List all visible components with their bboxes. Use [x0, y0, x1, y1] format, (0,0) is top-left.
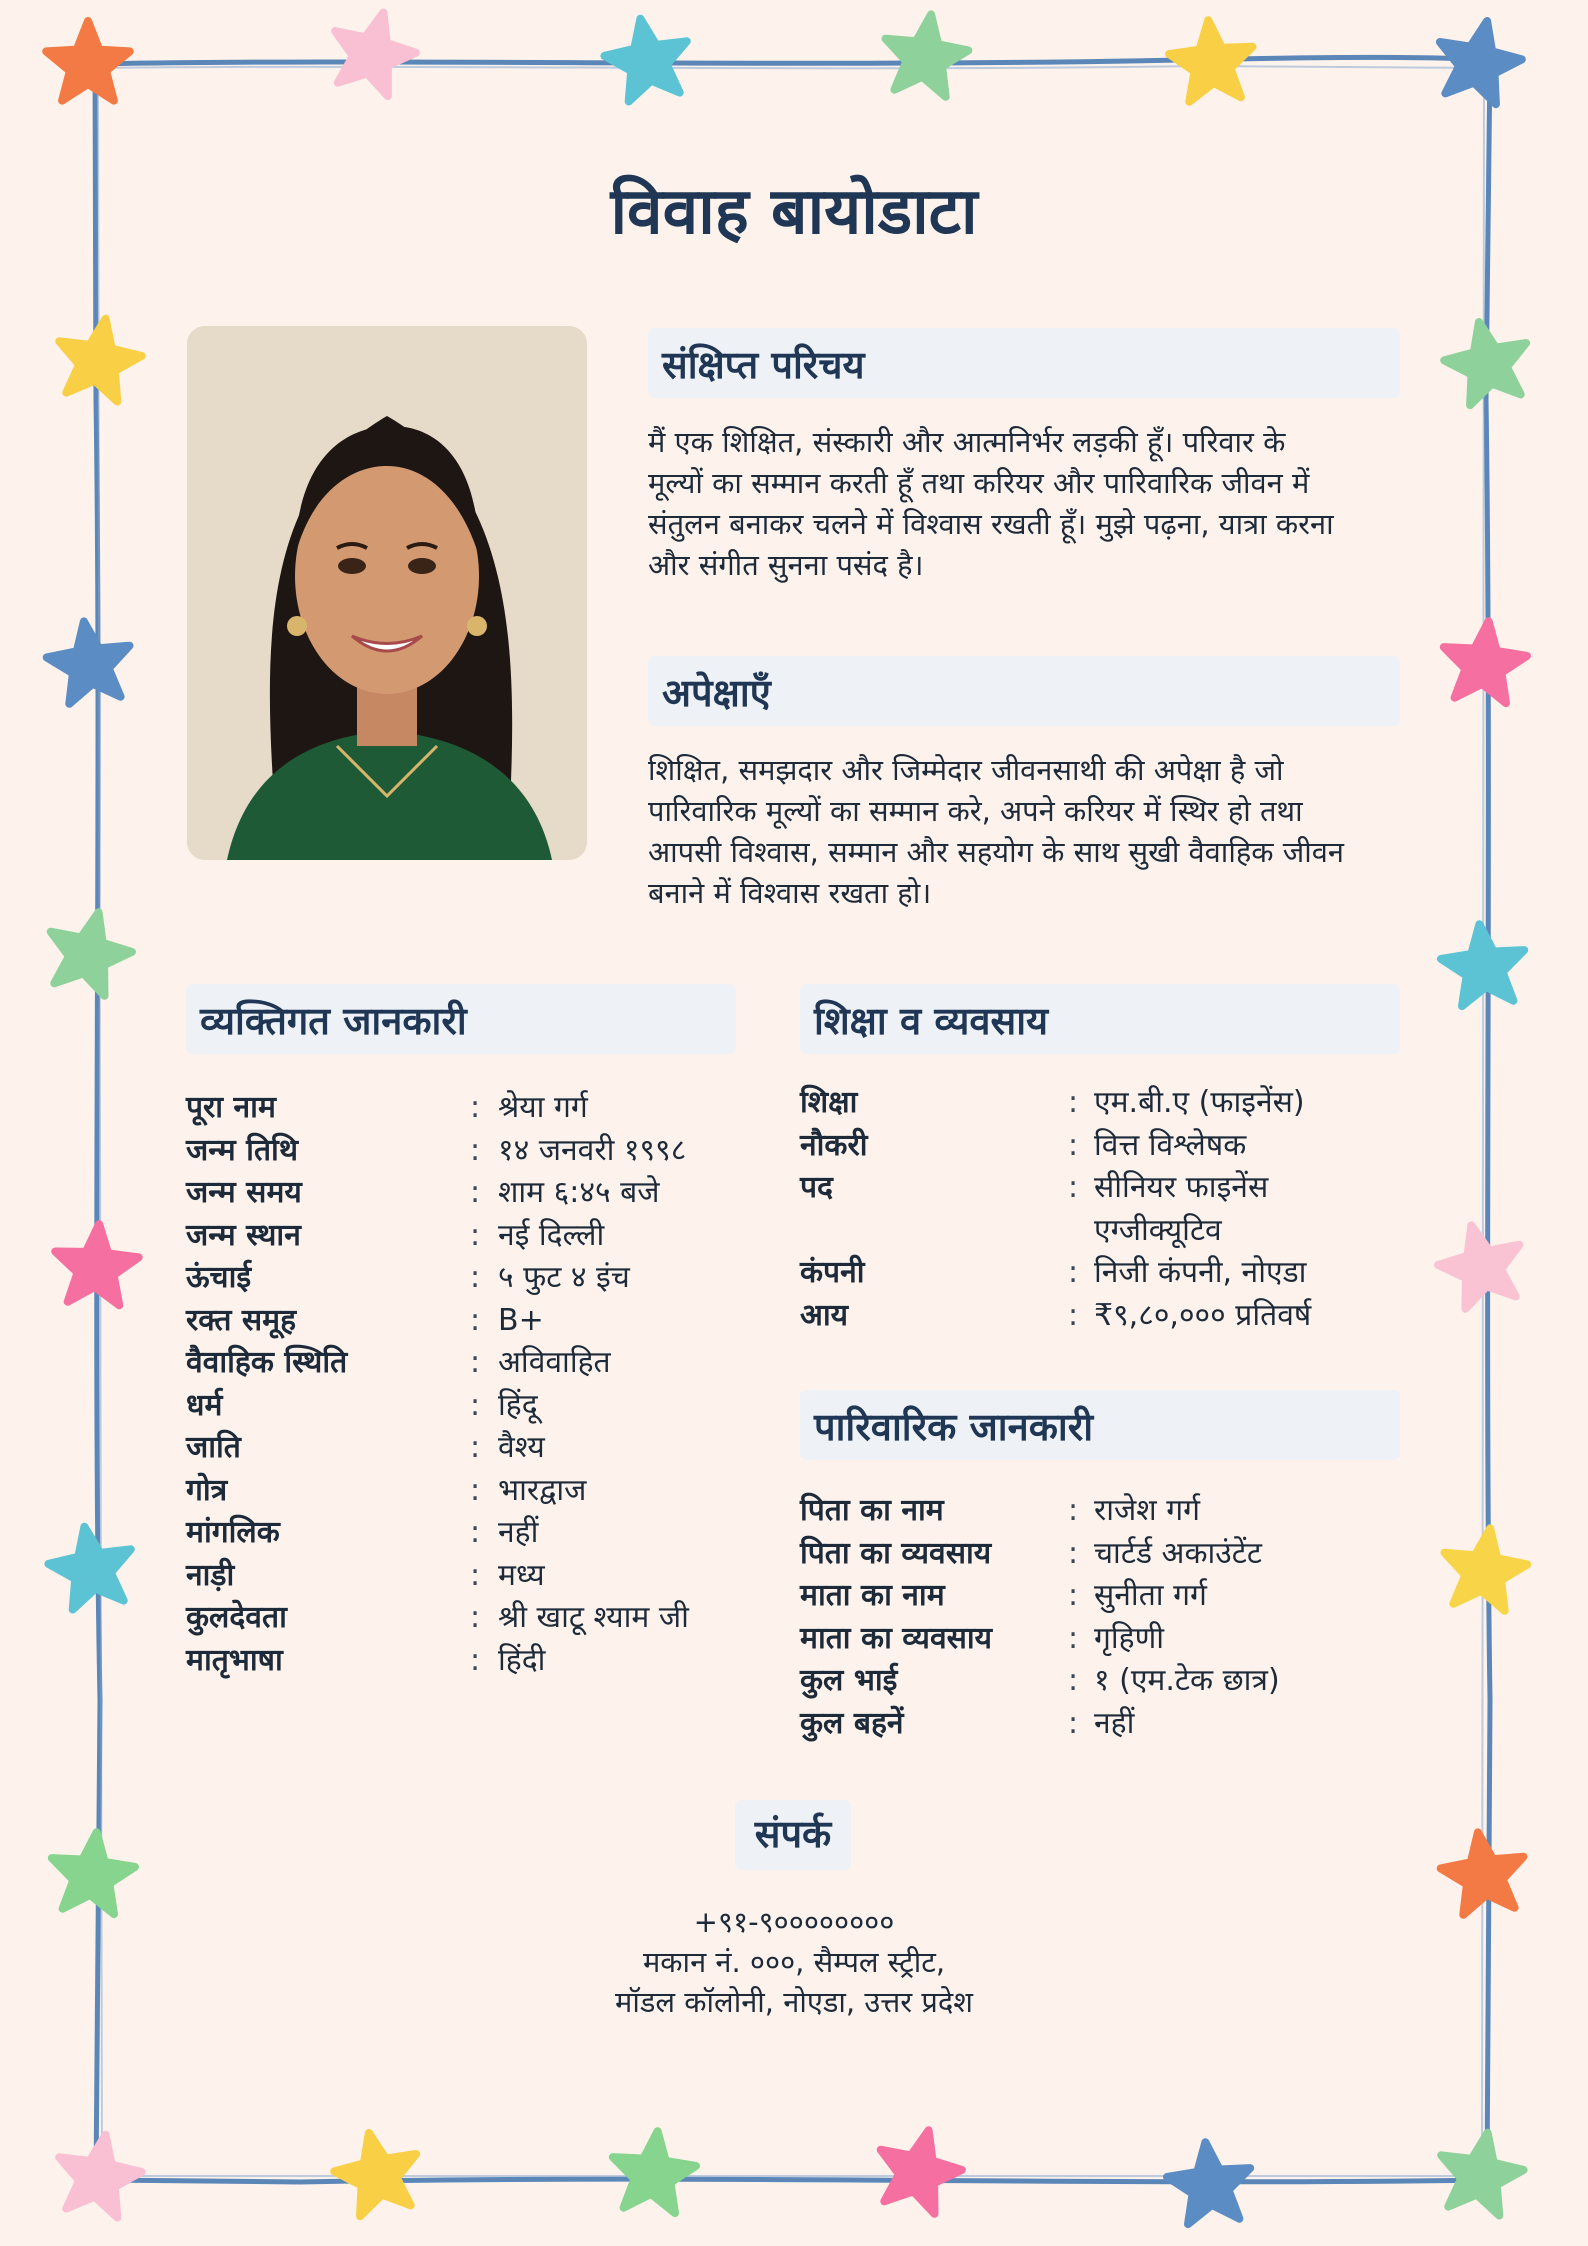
contact-address-line-1: मकान नं. ०००, सैम्पल स्ट्रीट, [642, 1945, 946, 1979]
personal-separator: : [470, 1472, 481, 1508]
education-value-text: निजी कंपनी, नोएडा [1094, 1255, 1307, 1290]
personal-separator: : [470, 1430, 481, 1465]
personal-label: गोत्र [186, 1472, 228, 1508]
personal-separator: : [470, 1090, 481, 1125]
education-label: पद [800, 1170, 833, 1205]
family-separator: : [1068, 1663, 1079, 1698]
personal-separator: : [470, 1387, 481, 1423]
personal-row [186, 1640, 798, 1683]
intro-line: मैं एक शिक्षित, संस्कारी और आत्मनिर्भर लड़की हूँ। परिवार के [648, 425, 1286, 459]
contact-phone: +९१-९०००००००० [693, 1905, 895, 1939]
personal-separator: : [470, 1515, 481, 1550]
education-value [1094, 1167, 1394, 1252]
personal-value-text: वैश्य [498, 1430, 545, 1465]
family-value [1094, 1575, 1394, 1618]
personal-heading: व्यक्तिगत जानकारी [186, 984, 736, 1054]
education-row [800, 1167, 1394, 1252]
family-separator: : [1068, 1493, 1079, 1528]
family-row [800, 1660, 1394, 1703]
star-decoration-icon [1438, 1225, 1519, 1309]
star-decoration-icon [1441, 2133, 1523, 2216]
family-label: कुल भाई [800, 1663, 898, 1698]
education-label: आय [800, 1297, 849, 1333]
family-value [1094, 1490, 1394, 1533]
personal-value-text: हिंदू [498, 1387, 538, 1423]
family-heading: पारिवारिक जानकारी [800, 1390, 1400, 1460]
family-separator: : [1068, 1535, 1079, 1571]
expectations-line: आपसी विश्वास, सम्मान और सहयोग के साथ सुखी वैवाहिक जीवन [648, 835, 1344, 869]
star-decoration-icon [48, 1527, 130, 1610]
personal-value-text: श्रेया गर्ग [498, 1090, 588, 1125]
education-row [800, 1082, 1394, 1125]
education-separator: : [1068, 1297, 1079, 1333]
star-decoration-icon [1445, 1528, 1528, 1610]
personal-table [186, 1087, 798, 1682]
personal-row [186, 1427, 798, 1470]
personal-value-text: शाम ६:४५ बजे [498, 1175, 660, 1210]
education-separator: : [1068, 1085, 1079, 1120]
personal-row [186, 1172, 798, 1215]
star-decoration-icon [613, 2131, 696, 2213]
personal-row [186, 1342, 798, 1385]
personal-value [498, 1257, 798, 1300]
personal-label: पूरा नाम [186, 1090, 276, 1125]
family-separator: : [1068, 1578, 1079, 1613]
star-decoration-icon [334, 2133, 416, 2216]
expectations-line: बनाने में विश्वास रखता हो। [648, 876, 932, 910]
education-value-text: वित्त विश्लेषक [1094, 1127, 1247, 1163]
personal-value [498, 1172, 798, 1215]
star-decoration-icon [59, 319, 141, 402]
education-value-text: एग्जीक्यूटिव [1094, 1212, 1222, 1248]
personal-row [186, 1300, 798, 1343]
expectations-line: शिक्षित, समझदार और जिम्मेदार जीवनसाथी की अपेक्षा है जो [648, 753, 1284, 787]
personal-label: जन्म तिथि [186, 1132, 298, 1168]
personal-label: ऊंचाई [186, 1260, 252, 1295]
personal-value [498, 1130, 798, 1173]
education-value [1094, 1295, 1394, 1338]
star-decoration-icon [886, 14, 969, 96]
family-value [1094, 1618, 1394, 1661]
education-separator: : [1068, 1127, 1079, 1163]
education-separator: : [1068, 1255, 1079, 1290]
intro-heading: संक्षिप्त परिचय [648, 328, 1400, 398]
star-decoration-icon [46, 21, 130, 101]
family-separator: : [1068, 1620, 1079, 1656]
personal-value-text: श्री खाटू श्याम जी [498, 1600, 689, 1635]
personal-label: धर्म [186, 1387, 223, 1423]
intro-text [648, 422, 1334, 586]
family-row [800, 1533, 1394, 1576]
education-label: शिक्षा [800, 1085, 858, 1120]
family-label: पिता का व्यवसाय [800, 1535, 992, 1571]
personal-value-text: नहीं [498, 1515, 539, 1550]
education-value [1094, 1082, 1394, 1125]
personal-row [186, 1215, 798, 1258]
personal-label: मातृभाषा [186, 1642, 283, 1678]
personal-value-text: १४ जनवरी १९९८ [498, 1132, 687, 1168]
family-value-text: नहीं [1094, 1705, 1135, 1741]
personal-value [498, 1385, 798, 1428]
family-table [800, 1490, 1394, 1745]
personal-separator: : [470, 1260, 481, 1295]
family-value [1094, 1703, 1394, 1746]
education-label: कंपनी [800, 1255, 865, 1290]
family-value-text: सुनीता गर्ग [1094, 1578, 1207, 1613]
expectations-heading: अपेक्षाएँ [648, 656, 1400, 726]
personal-value [498, 1215, 798, 1258]
personal-row [186, 1555, 798, 1598]
family-label: माता का नाम [800, 1578, 945, 1613]
personal-value [498, 1342, 798, 1385]
expectations-text [648, 750, 1344, 914]
page-title: विवाह बायोडाटा [610, 175, 978, 249]
expectations-line: पारिवारिक मूल्यों का सम्मान करे, अपने करियर में स्थिर हो तथा [648, 794, 1303, 828]
star-decoration-icon [604, 19, 686, 102]
portrait-image [187, 326, 587, 860]
star-decoration-icon [1440, 21, 1522, 104]
personal-label: जाति [186, 1430, 241, 1465]
education-value [1094, 1125, 1394, 1168]
personal-separator: : [470, 1302, 481, 1338]
education-value-text: सीनियर फाइनेंस [1094, 1170, 1269, 1205]
personal-row [186, 1130, 798, 1173]
family-value-text: राजेश गर्ग [1094, 1493, 1201, 1528]
personal-separator: : [470, 1175, 481, 1210]
personal-value-text: अविवाहित [498, 1345, 611, 1380]
intro-line: मूल्यों का सम्मान करती हूँ तथा करियर और पारिवारिक जीवन में [648, 466, 1310, 500]
personal-value-text: मध्य [498, 1557, 545, 1593]
personal-value-text: भारद्वाज [498, 1472, 587, 1508]
personal-value [498, 1512, 798, 1555]
personal-label: जन्म स्थान [186, 1217, 301, 1253]
personal-value-text: हिंदी [498, 1642, 546, 1678]
family-row [800, 1490, 1394, 1533]
family-row [800, 1618, 1394, 1661]
personal-label: रक्त समूह [186, 1302, 297, 1338]
personal-value-text: B+ [498, 1302, 544, 1338]
star-decoration-icon [1441, 924, 1524, 1006]
education-row [800, 1295, 1394, 1338]
personal-value-text: ५ फुट ४ इंच [498, 1260, 630, 1295]
star-decoration-icon [59, 2135, 141, 2218]
personal-value [498, 1300, 798, 1343]
personal-label: वैवाहिक स्थिति [186, 1345, 348, 1380]
contact-address-line-2: मॉडल कॉलोनी, नोएडा, उत्तर प्रदेश [615, 1985, 973, 2019]
personal-row [186, 1512, 798, 1555]
personal-label: नाड़ी [186, 1557, 235, 1593]
family-label: माता का व्यवसाय [800, 1620, 993, 1656]
personal-separator: : [470, 1345, 481, 1380]
education-value [1094, 1252, 1394, 1295]
personal-separator: : [470, 1132, 481, 1168]
personal-value [498, 1555, 798, 1598]
family-row [800, 1575, 1394, 1618]
personal-value-text: नई दिल्ली [498, 1217, 605, 1253]
personal-value [498, 1087, 798, 1130]
family-value [1094, 1660, 1394, 1703]
intro-line: संतुलन बनाकर चलने में विश्वास रखती हूँ। मुझे पढ़ना, यात्रा करना [648, 507, 1334, 541]
education-heading: शिक्षा व व्यवसाय [800, 984, 1400, 1054]
family-value-text: १ (एम.टेक छात्र) [1094, 1663, 1280, 1698]
star-decoration-icon [335, 13, 416, 97]
family-row [800, 1703, 1394, 1746]
star-decoration-icon [55, 1224, 139, 1305]
profile-photo [187, 326, 587, 860]
personal-value [498, 1640, 798, 1683]
education-table [800, 1082, 1394, 1337]
personal-row [186, 1087, 798, 1130]
personal-row [186, 1385, 798, 1428]
personal-row [186, 1257, 798, 1300]
star-decoration-icon [51, 912, 132, 996]
personal-separator: : [470, 1642, 481, 1678]
personal-row [186, 1470, 798, 1513]
personal-label: जन्म समय [186, 1175, 302, 1210]
personal-label: कुलदेवता [186, 1600, 287, 1635]
education-row [800, 1252, 1394, 1295]
family-value [1094, 1533, 1394, 1576]
star-decoration-icon [881, 2130, 962, 2214]
family-value-text: चार्टर्ड अकाउंटेंट [1094, 1535, 1262, 1571]
education-separator: : [1068, 1170, 1079, 1205]
intro-line: और संगीत सुनना पसंद है। [648, 548, 924, 582]
personal-value [498, 1597, 798, 1640]
star-decoration-icon [1444, 322, 1526, 405]
personal-value [498, 1470, 798, 1513]
education-value-text: एम.बी.ए (फाइनेंस) [1094, 1085, 1305, 1120]
personal-label: मांगलिक [186, 1515, 280, 1550]
education-row [800, 1125, 1394, 1168]
star-decoration-icon [1167, 2142, 1250, 2224]
star-decoration-icon [47, 621, 130, 703]
family-separator: : [1068, 1705, 1079, 1741]
personal-separator: : [470, 1557, 481, 1593]
personal-separator: : [470, 1217, 481, 1253]
star-decoration-icon [1169, 20, 1252, 102]
personal-value [498, 1427, 798, 1470]
contact-heading: संपर्क [735, 1800, 851, 1870]
family-label: पिता का नाम [800, 1493, 944, 1528]
star-decoration-icon [1444, 621, 1527, 703]
personal-separator: : [470, 1600, 481, 1635]
education-value-text: ₹९,८०,००० प्रतिवर्ष [1094, 1297, 1312, 1333]
family-value-text: गृहिणी [1094, 1620, 1165, 1656]
personal-row [186, 1597, 798, 1640]
family-label: कुल बहनें [800, 1705, 904, 1741]
education-label: नौकरी [800, 1127, 868, 1163]
